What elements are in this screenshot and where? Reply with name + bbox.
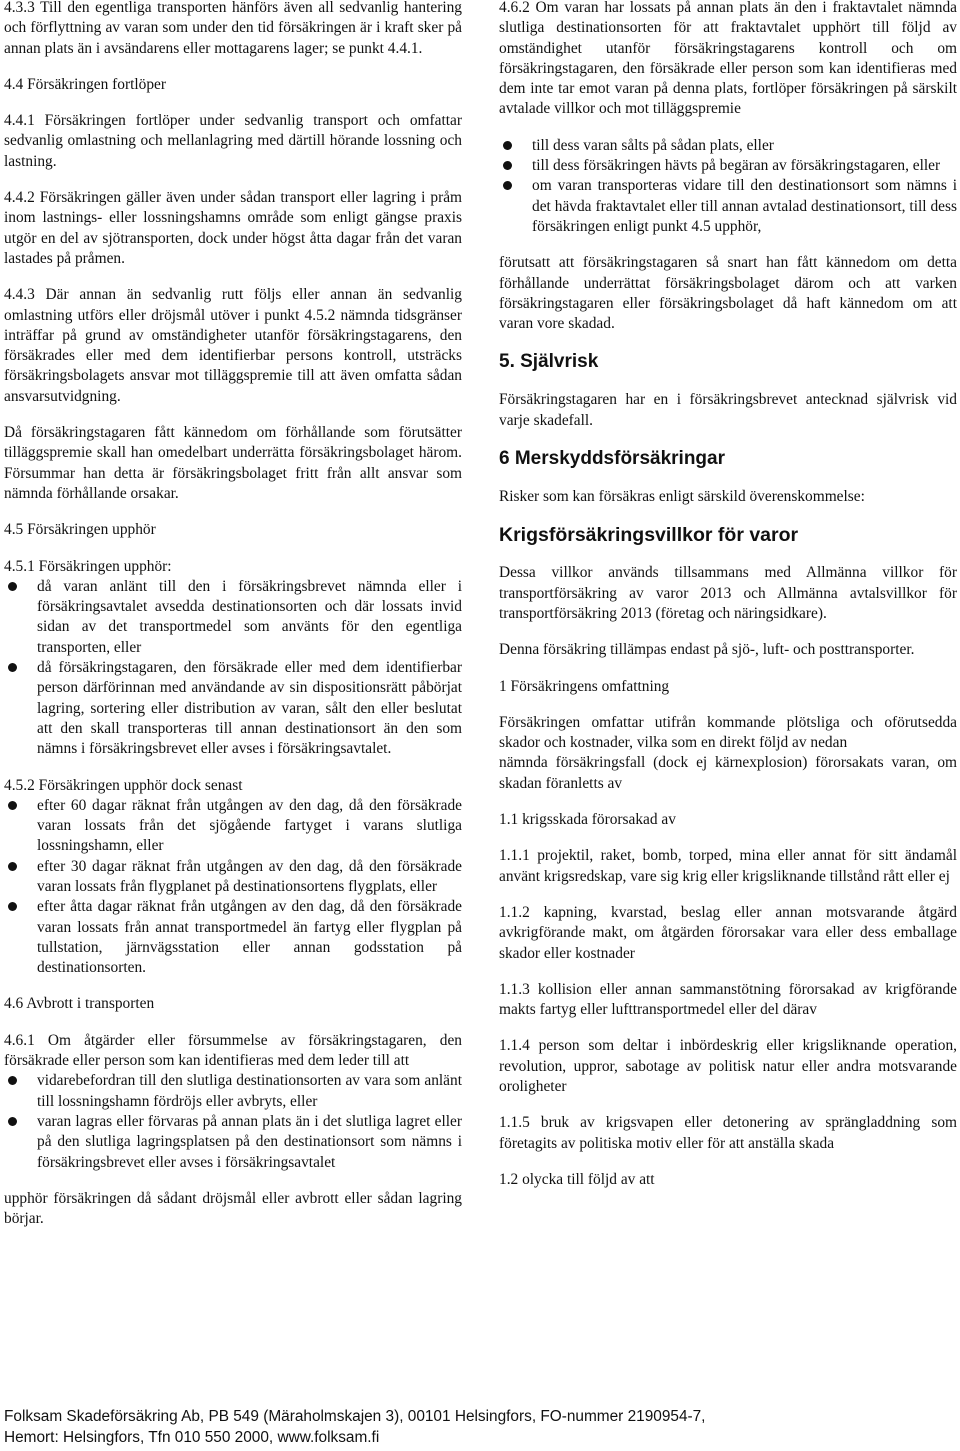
- list-item-text: då varan anlänt till den i försäkringsbrevet nämnda eller i försäkringsavtalet avsedda destinationsorten och där lossats invid sidan av det transportmedel som använts för den egentliga transporten, eller: [37, 577, 462, 656]
- heading-6-merskydd: 6 Merskyddsförsäkringar: [499, 448, 725, 470]
- bullet-icon: [8, 663, 17, 672]
- paragraph-5: Försäkringstagaren har en i försäkringsbrevet antecknad självrisk vid varje skadefall.: [499, 391, 957, 429]
- list-item: [4, 796, 462, 857]
- paragraph-1-1-4: 1.1.4 person som deltar i inbördeskrig eller krigsliknande operation, revolution, uppror, sabotage av politisk natur eller andra motsvarande oroligheter: [499, 1037, 957, 1095]
- list-4-6-1: [4, 1071, 462, 1172]
- heading-1-omfattning: 1 Försäkringens omfattning: [499, 677, 670, 695]
- paragraph-1-1-5: 1.1.5 bruk av krigsvapen eller detonering av sprängladdning som företagits av politiska motiv eller för att anställa skada: [499, 1114, 957, 1152]
- list-item-text: till dess försäkringen hävts på begäran av försäkringstagaren, eller: [532, 157, 941, 175]
- paragraph-dessa-villkor: Dessa villkor används tillsammans med Allmänna villkor för transportförsäkring av varor 2013 och Allmänna avtalsvillkor för transportförsäkring 2013 (företag och näringsidkare).: [499, 564, 957, 622]
- bullet-icon: [503, 141, 512, 150]
- list-item-text: då försäkringstagaren, den försäkrade eller med dem identifierbar person därförinnan med användande av sin dispositionsrätt påbörjat lagring, sortering eller distribution av varan, sålt den eller beslutat att den skall transporteras till annan destinationsort än den som nämns i försäkringsbrevet eller avses i försäkringsavtalet.: [37, 659, 462, 758]
- list-item-text: om varan transporteras vidare till den destinationsort som nämns i det hävda fraktavtalet eller till annan avtalad destinationsort, till dess försäkringen enligt punkt 4.5 upphör,: [532, 177, 957, 235]
- paragraph-4-4-1: 4.4.1 Försäkringen fortlöper under sedvanlig transport och omfattar sedvanlig omlastning och mellanlagring med därtill hörande lossning och lastning.: [4, 112, 462, 170]
- heading-5-sjalvrisk: 5. Självrisk: [499, 351, 599, 373]
- heading-4-6: 4.6 Avbrott i transporten: [4, 995, 155, 1013]
- bullet-icon: [8, 1117, 17, 1126]
- list-4-5-2: [4, 796, 462, 979]
- bullet-icon: [503, 181, 512, 190]
- list-item: [499, 156, 957, 176]
- bullet-icon: [8, 801, 17, 810]
- list-item-text: efter 60 dagar räknat från utgången av den dag, då den försäkrade varan lossats från det sjögående fartyget i varans slutliga lossningshamn, eller: [37, 796, 462, 855]
- paragraph-4-4-3: 4.4.3 Där annan än sedvanlig rutt följs eller annan än sedvanlig omlastning utförs eller dröjsmål utöver i punkt 4.5.2 nämnda tidsgränser inträffar på grund av omständigheter utanför försäkringstagarens, den försäkrades eller med dem identifierbar persons kontroll, utsträcks försäkringsbolagets ansvar mot tilläggspremie till att även omfatta sådan ansvarsutvidgning.: [4, 286, 462, 405]
- right-column: [499, 0, 957, 1206]
- list-item: [4, 658, 462, 759]
- paragraph-4-6-2: 4.6.2 Om varan har lossats på annan plats än den i fraktavtalet nämnda slutliga destinationsorten för att fraktavtalet upphört till följd av omständighet utanför försäkringstagarens kontroll och om försäkringstagaren, den försäkrade eller person som kan identifieras med dem inte tar emot varan på denna plats, fortlöper försäkringen på särskilt avtalade villkor och mot tilläggspremie: [499, 0, 957, 118]
- footer-line-contact: Hemort: Helsingfors, Tfn 010 550 2000, www.folksam.fi: [4, 1428, 380, 1446]
- paragraph-1-1-1: 1.1.1 projektil, raket, bomb, torped, mina eller annat för sitt ändamål använt krigsredskap, vare sig krig eller krigsliknande tillstånd rått eller ej: [499, 847, 957, 885]
- paragraph-4-6-1: 4.6.1 Om åtgärder eller försummelse av försäkringstagaren, den försäkrade eller person som kan identifieras med dem leder till att: [4, 1031, 462, 1070]
- list-item: [4, 577, 462, 658]
- paragraph-4-4-2: 4.4.2 Försäkringen gäller även under sådan transport eller lagring i pråm inom lastnings- eller lossningshamns område som enligt gängse praxis utgör en del av sjötransporten, dock under högst åtta dagar från det varan lastades på pråmen.: [4, 189, 462, 267]
- bullet-icon: [8, 902, 17, 911]
- list-item-text: efter 30 dagar räknat från utgången av den dag, då den försäkrade varan lossats från flygplanet på destinationsortens flygplats, eller: [37, 857, 462, 895]
- list-item: [4, 1071, 462, 1112]
- list-4-5-1: [4, 577, 462, 760]
- footer-line-company: Folksam Skadeförsäkring Ab, PB 549 (Märaholmskajen 3), 00101 Helsingfors, FO-nummer 2190954-7,: [4, 1408, 706, 1425]
- list-item-text: varan lagras eller förvaras på annan plats än i det slutliga lagret eller på den slutliga lagringsplatsen på den destinationsort som nämns i försäkringsbrevet eller avses i försäkringsavtalet: [37, 1112, 462, 1171]
- list-item-text: vidarebefordran till den slutliga destinationsorten av vara som anlänt till lossningshamn fördröjs eller avbryts, eller: [37, 1072, 462, 1110]
- paragraph-termination: upphör försäkringen då sådant dröjsmål eller avbrott eller sådan lagring börjar.: [4, 1189, 462, 1228]
- paragraph-1-2: 1.2 olycka till följd av att: [499, 1170, 655, 1188]
- paragraph-provided-that: förutsatt att försäkringstagaren så snart han fått kännedom om detta förhållande underrättat försäkringsbolaget därom och att varken försäkringstagaren eller försäkringsbolaget då haft kännedom om att varan vore skadad.: [499, 254, 957, 333]
- list-item-text: efter åtta dagar räknat från utgången av den dag, då den försäkrade varan lossats från annat transportmedel än fartyg eller flygplan på tullstation, järnvägsstation eller annan godsstation på destinationsorten.: [37, 898, 462, 977]
- paragraph-1-1-3: 1.1.3 kollision eller annan sammanstötning förorsakad av krigförande makts fartyg eller lufttransportmedel eller del därav: [499, 980, 957, 1019]
- paragraph-omfattar: Försäkringen omfattar utifrån kommande plötsliga och oförutsedda skador och kostnader, vilka som en direkt följd av nedan: [499, 713, 957, 752]
- paragraph-1-1: 1.1 krigsskada förorsakad av: [499, 811, 676, 829]
- heading-krigsforsakring: Krigsförsäkringsvillkor för varor: [499, 524, 799, 547]
- page-footer: [4, 1407, 944, 1448]
- paragraph-4-5-1: 4.5.1 Försäkringen upphör:: [4, 557, 172, 575]
- paragraph-namnda: nämnda försäkringsfall (dock ej kärnexplosion) förorsakats varan, om skadan föranletts av: [499, 754, 957, 792]
- paragraph-4-3-3: 4.3.3 Till den egentliga transporten hänförs även all sedvanlig hantering och förflyttning av varan som under den tid försäkringen är i kraft sker på annan plats än i avsändarens eller mottagarens lager; se punkt 4.4.1.: [4, 0, 462, 57]
- paragraph-denna-forsakring: Denna försäkring tillämpas endast på sjö-, luft- och posttransporter.: [499, 641, 915, 659]
- bullet-icon: [503, 161, 512, 170]
- list-item: [4, 897, 462, 978]
- list-item: [4, 1112, 462, 1173]
- left-column: [4, 0, 462, 1245]
- list-item: [4, 857, 462, 898]
- list-item: [499, 136, 957, 156]
- paragraph-6: Risker som kan försäkras enligt särskild överenskommelse:: [499, 488, 865, 506]
- bullet-icon: [8, 862, 17, 871]
- list-item: [499, 176, 957, 237]
- heading-4-5: 4.5 Försäkringen upphör: [4, 521, 156, 539]
- bullet-icon: [8, 582, 17, 591]
- list-item-text: till dess varan sålts på sådan plats, eller: [532, 136, 774, 154]
- paragraph-4-5-2: 4.5.2 Försäkringen upphör dock senast: [4, 776, 243, 794]
- paragraph-1-1-2: 1.1.2 kapning, kvarstad, beslag eller annan motsvarande åtgärd avkrigförande makt, om åtgärden förorsakar vara eller dess emballage skador eller kostnader: [499, 903, 957, 962]
- heading-4-4: 4.4 Försäkringen fortlöper: [4, 75, 166, 93]
- paragraph-notification: Då försäkringstagaren fått kännedom om förhållande som förutsätter tilläggspremie skall han omedelbart underrätta försäkringsbolaget härom. Försummar han detta är försäkringsbolaget fritt från allt ansvar som nämnda förhållande orsakar.: [4, 424, 462, 502]
- bullet-icon: [8, 1076, 17, 1085]
- list-4-6-2: [499, 136, 957, 237]
